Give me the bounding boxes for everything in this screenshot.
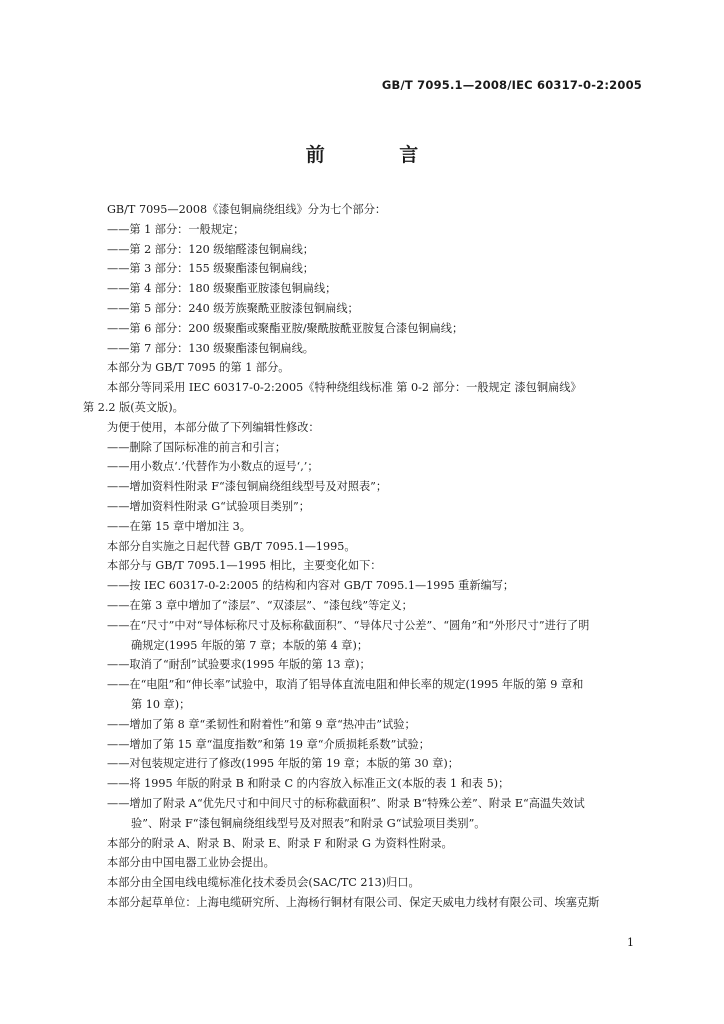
list-item: ——增加资料性附录 F“漆包铜扁绕组线型号及对照表”；: [107, 480, 388, 494]
paragraph: 本部分与 GB/T 7095.1—1995 相比，主要变化如下：: [107, 559, 382, 573]
list-item: ——第 7 部分：130 级聚酯漆包铜扁线。: [107, 341, 314, 355]
list-item-continuation: 确规定(1995 年版的第 7 章；本版的第 4 章)；: [131, 638, 369, 652]
list-item: ——第 6 部分：200 级聚酯或聚酯亚胺/聚酰胺酰亚胺复合漆包铜扁线；: [107, 321, 464, 335]
paragraph: 本部分由全国电线电缆标准化技术委员会(SAC/TC 213)归口。: [107, 876, 420, 890]
page-title: 前 言: [305, 144, 453, 166]
list-item: ——用小数点‘.’代替作为小数点的逗号‘,’；: [107, 460, 319, 474]
paragraph: GB/T 7095—2008《漆包铜扁绕组线》分为七个部分：: [107, 203, 387, 216]
list-item: ——按 IEC 60317-0-2:2005 的结构和内容对 GB/T 7095.1—1995 重新编写；: [107, 579, 515, 593]
list-item: ——第 5 部分：240 级芳族聚酰亚胺漆包铜扁线；: [107, 301, 359, 315]
list-item-continuation: 验”、附录 F“漆包铜扁绕组线型号及对照表”和附录 G“试验项目类别”。: [131, 816, 486, 830]
list-item-continuation: 第 10 章)；: [131, 697, 191, 711]
foreword-body: [83, 200, 647, 913]
list-item: ——增加了附录 A“优先尺寸和中间尺寸的标称截面积”、附录 B“特殊公差”、附录 E“高温失效试: [107, 796, 585, 810]
list-item: ——将 1995 年版的附录 B 和附录 C 的内容放入标准正文(本版的表 1 和表 5)；: [107, 777, 510, 791]
paragraph: 为便于使用，本部分做了下列编辑性修改：: [107, 420, 320, 434]
standard-number: GB/T 7095.1—2008/IEC 60317-0-2:2005: [381, 78, 642, 92]
list-item: ——第 3 部分：155 级聚酯漆包铜扁线；: [107, 262, 314, 276]
paragraph: 本部分的附录 A、附录 B、附录 E、附录 F 和附录 G 为资料性附录。: [107, 836, 453, 850]
list-item: ——在“尺寸”中对“导体标称尺寸及标称截面积”、“导体尺寸公差”、“圆角”和“外形尺寸”进行了明: [107, 618, 590, 632]
list-item: ——在第 3 章中增加了“漆层”、“双漆层”、“漆包线”等定义；: [107, 598, 413, 612]
paragraph: 本部分由中国电器工业协会提出。: [107, 856, 275, 870]
paragraph-continuation: 第 2.2 版(英文版)。: [83, 400, 184, 414]
list-item: ——在第 15 章中增加注 3。: [107, 519, 251, 533]
paragraph: 本部分等同采用 IEC 60317-0-2:2005《特种绕组线标准 第 0-2 部分：一般规定 漆包铜扁线》: [107, 381, 582, 395]
list-item: ——在“电阻”和“伸长率”试验中，取消了铝导体直流电阻和伸长率的规定(1995 年版的第 9 章和: [107, 678, 584, 692]
list-item: ——取消了“耐刮”试验要求(1995 年版的第 13 章)；: [107, 658, 371, 672]
paragraph: 本部分为 GB/T 7095 的第 1 部分。: [107, 361, 290, 375]
paragraph: 本部分自实施之日起代替 GB/T 7095.1—1995。: [107, 539, 356, 553]
list-item: ——增加了第 15 章“温度指数”和第 19 章“介质损耗系数”试验；: [107, 737, 430, 751]
page-number: 1: [627, 936, 634, 949]
list-item: ——对包装规定进行了修改(1995 年版的第 19 章；本版的第 30 章)；: [107, 757, 459, 771]
list-item: ——第 4 部分：180 级聚酯亚胺漆包铜扁线；: [107, 282, 337, 296]
list-item: ——增加了第 8 章“柔韧性和附着性”和第 9 章“热冲击”试验；: [107, 717, 416, 731]
list-item: ——删除了国际标准的前言和引言；: [107, 440, 287, 454]
list-item: ——增加资料性附录 G“试验项目类别”；: [107, 499, 310, 513]
paragraph: 本部分起草单位：上海电缆研究所、上海杨行铜材有限公司、保定天威电力线材有限公司、埃塞克斯: [107, 895, 600, 909]
list-item: ——第 1 部分：一般规定；: [107, 222, 245, 236]
list-item: ——第 2 部分：120 级缩醛漆包铜扁线；: [107, 242, 314, 256]
